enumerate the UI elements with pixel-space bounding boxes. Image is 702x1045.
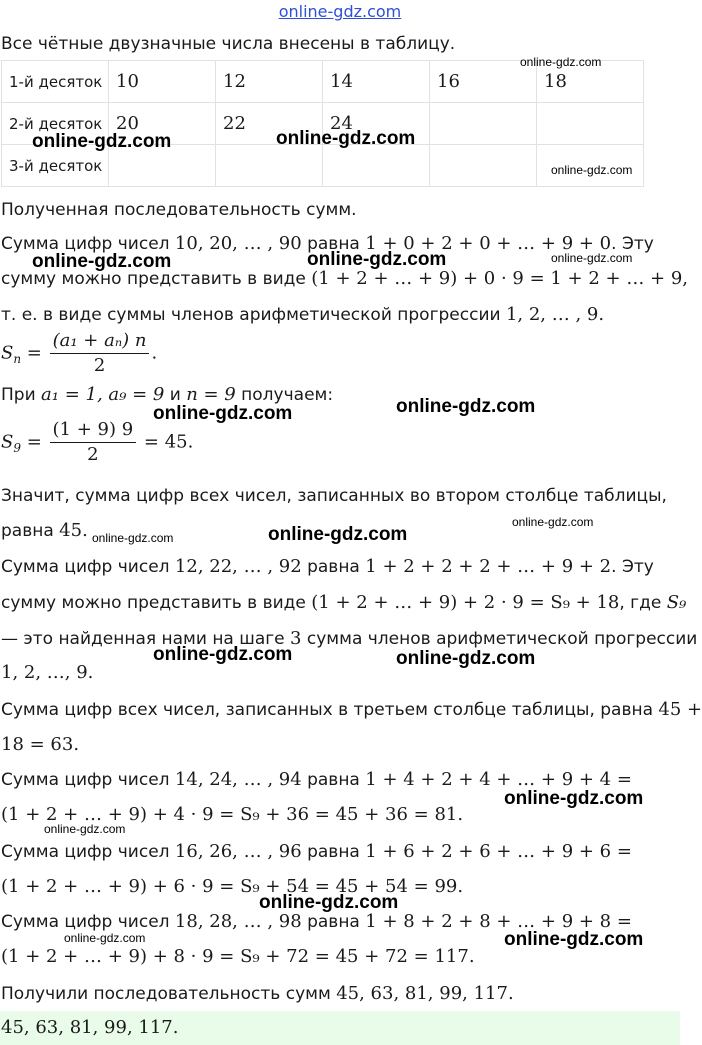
text-line: Сумма цифр чисел 18, 28, … , 98 равна 1 + 8 + 2 + 8 + … + 9 + 8 = [1, 911, 632, 932]
table-cell: 22 [216, 103, 323, 145]
site-header-link[interactable]: online-gdz.com [278, 2, 402, 21]
watermark: online-gdz.com [92, 531, 174, 545]
watermark: online-gdz.com [32, 251, 172, 272]
table-cell [537, 103, 644, 145]
formula-s9: $S_9$ = $\frac{(1 + 9) 9}{2}$ = 45. [1, 419, 194, 465]
watermark: online-gdz.com [520, 55, 602, 69]
text-line: 1, 2, …, 9. [1, 662, 94, 683]
watermark: online-gdz.com [396, 648, 536, 669]
table-cell: 20 [109, 103, 216, 145]
watermark: online-gdz.com [512, 515, 594, 529]
text-line: сумму можно представить в виде (1 + 2 + … + 9) + 2 · 9 = S₉ + 18, где S₉ [1, 592, 687, 613]
text-line: равна 45. [1, 520, 88, 541]
text-line: Сумма цифр чисел 12, 22, … , 92 равна 1 + 2 + 2 + 2 + … + 9 + 2. Эту [1, 556, 654, 577]
answer-text: 45, 63, 81, 99, 117. [1, 1017, 179, 1038]
table-cell [430, 103, 537, 145]
text-line: (1 + 2 + … + 9) + 4 · 9 = S₉ + 36 = 45 + 36 = 81. [1, 804, 464, 825]
text-line: сумму можно представить в виде (1 + 2 + … + 9) + 0 · 9 = 1 + 2 + … + 9, [1, 268, 689, 289]
row-label: 2-й десяток [2, 103, 109, 145]
watermark: online-gdz.com [44, 822, 126, 836]
text-line: 18 = 63. [1, 734, 80, 755]
text-line: Сумма цифр всех чисел, записанных в третьем столбце таблицы, равна 45 + [1, 699, 702, 720]
text-line: Сумма цифр чисел 16, 26, … , 96 равна 1 + 6 + 2 + 6 + … + 9 + 6 = [1, 841, 632, 862]
watermark: online-gdz.com [396, 396, 536, 417]
row-label: 1-й десяток [2, 61, 109, 103]
table-cell: 14 [323, 61, 430, 103]
text-line: — это найденная нами на шаге 3 сумма членов арифметической прогрессии [1, 628, 698, 649]
watermark: online-gdz.com [504, 929, 644, 950]
answer-box [0, 1011, 680, 1045]
table-cell [323, 145, 430, 187]
tens-table [1, 60, 644, 187]
table-cell: 12 [216, 61, 323, 103]
text-line: При a₁ = 1, a₉ = 9 и n = 9 получаем: [1, 384, 334, 405]
watermark: online-gdz.com [276, 128, 416, 149]
table-cell: 10 [109, 61, 216, 103]
text-line: Полученная последовательность сумм. [1, 200, 357, 220]
text-line: Получили последовательность сумм 45, 63, 81, 99, 117. [1, 983, 514, 1004]
text-line: Сумма цифр чисел 10, 20, … , 90 равна 1 + 0 + 2 + 0 + … + 9 + 0. Эту [1, 233, 654, 254]
watermark: online-gdz.com [153, 403, 293, 424]
row-label: 3-й десяток [2, 145, 109, 187]
formula-sn: $S_n$ = $\frac{\text{(a₁ + aₙ) n}}{2}$ . [1, 330, 158, 376]
watermark: online-gdz.com [504, 788, 644, 809]
watermark: online-gdz.com [64, 931, 146, 945]
watermark: online-gdz.com [153, 644, 293, 665]
watermark: online-gdz.com [307, 249, 447, 270]
table-cell: 16 [430, 61, 537, 103]
table-cell: 24 [323, 103, 430, 145]
text-line: Сумма цифр чисел 14, 24, … , 94 равна 1 + 4 + 2 + 4 + … + 9 + 4 = [1, 769, 632, 790]
watermark: online-gdz.com [551, 163, 633, 177]
watermark: online-gdz.com [259, 892, 399, 913]
text-line: Значит, сумма цифр всех чисел, записанных во втором столбце таблицы, [1, 486, 667, 506]
text-line: т. е. в виде суммы членов арифметической прогрессии 1, 2, … , 9. [1, 304, 605, 325]
table-cell: 18 [537, 61, 644, 103]
text-line: (1 + 2 + … + 9) + 6 · 9 = S₉ + 54 = 45 + 54 = 99. [1, 876, 464, 897]
table-cell [216, 145, 323, 187]
watermark: online-gdz.com [32, 131, 172, 152]
text-line: (1 + 2 + … + 9) + 8 · 9 = S₉ + 72 = 45 + 72 = 117. [1, 946, 475, 967]
watermark: online-gdz.com [551, 251, 633, 265]
intro-text: Все чётные двузначные числа внесены в таблицу. [1, 34, 456, 54]
table-cell [430, 145, 537, 187]
watermark: online-gdz.com [268, 524, 408, 545]
